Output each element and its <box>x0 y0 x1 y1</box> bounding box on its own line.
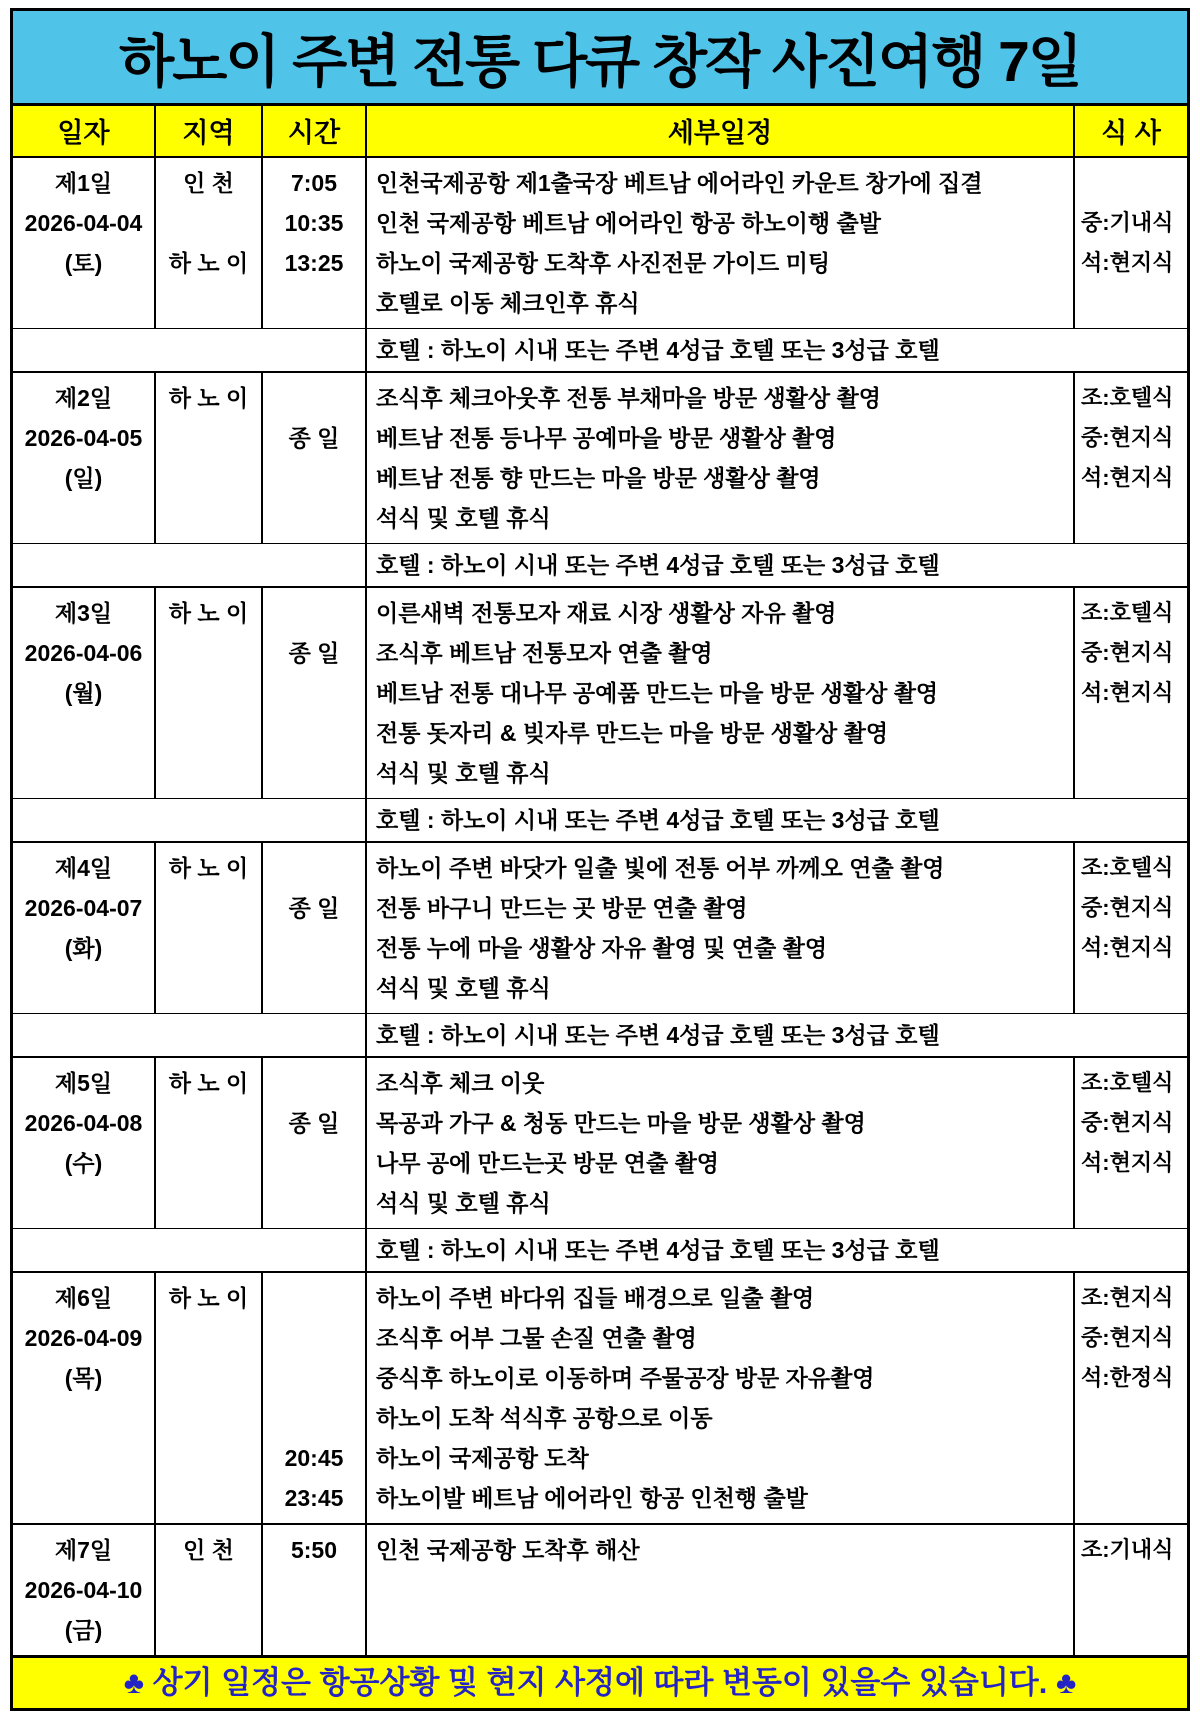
schedule-line: 조식후 베트남 전통모자 연출 촬영 <box>376 640 713 666</box>
meal-line: 석:현지식 <box>1081 250 1174 275</box>
time-line <box>263 1570 365 1610</box>
region-line <box>156 1398 261 1438</box>
time-cell <box>263 1273 367 1523</box>
date-line <box>13 1438 154 1478</box>
schedule-line: 호텔로 이동 체크인후 휴식 <box>376 290 640 316</box>
time-line <box>263 378 365 418</box>
region-line <box>156 1103 261 1143</box>
time-line <box>263 1318 365 1358</box>
date-line <box>13 753 154 793</box>
meal-cell <box>1075 1058 1187 1228</box>
meal-line: 석:현지식 <box>1081 680 1174 705</box>
date-line: 2026-04-04 <box>24 210 143 236</box>
hotel-note-text: 호텔 : 하노이 시내 또는 주변 4성급 호텔 또는 3성급 호텔 <box>376 1022 940 1048</box>
meal-line: 중:현지식 <box>1081 895 1174 920</box>
meal-line: 석:현지식 <box>1081 465 1174 490</box>
hotel-note-row <box>13 543 1187 586</box>
date-cell <box>13 1273 156 1523</box>
schedule-cell <box>367 158 1075 328</box>
time-line: 5:50 <box>290 1537 338 1563</box>
time-line <box>263 1398 365 1438</box>
schedule-line: 인천국제공항 제1출국장 베트남 에어라인 카운트 창가에 집결 <box>376 170 983 196</box>
region-line <box>156 1143 261 1183</box>
region-cell <box>156 1525 263 1655</box>
schedule-line: 석식 및 호텔 휴식 <box>376 975 551 1001</box>
time-line <box>263 1143 365 1183</box>
time-line <box>263 1278 365 1318</box>
hotel-row-empty-cell <box>13 1229 367 1271</box>
date-line: 2026-04-05 <box>24 425 143 451</box>
time-line <box>263 1063 365 1103</box>
meal-line <box>1075 498 1187 538</box>
region-line <box>156 203 261 243</box>
schedule-line: 하노이 국제공항 도착후 사진전문 가이드 미팅 <box>376 250 831 276</box>
region-line <box>156 968 261 1008</box>
time-cell <box>263 158 367 328</box>
header-cell-time: 시간 <box>263 106 367 156</box>
date-line <box>13 1398 154 1438</box>
region-line: 하 노 이 <box>168 385 249 411</box>
meal-line <box>1075 283 1187 323</box>
meal-line: 조:호텔식 <box>1081 600 1174 625</box>
day-block <box>13 841 1187 1013</box>
region-line <box>156 1358 261 1398</box>
region-line <box>156 928 261 968</box>
meal-line <box>1075 1183 1187 1223</box>
region-line <box>156 753 261 793</box>
meal-line <box>1075 1570 1187 1610</box>
region-line <box>156 888 261 928</box>
schedule-line: 하노이 도착 석식후 공항으로 이동 <box>376 1405 713 1431</box>
region-line <box>156 713 261 753</box>
meal-line <box>1075 968 1187 1008</box>
hotel-note-text: 호텔 : 하노이 시내 또는 주변 4성급 호텔 또는 3성급 호텔 <box>376 807 940 833</box>
time-line <box>263 673 365 713</box>
time-cell <box>263 373 367 543</box>
date-line: (수) <box>64 1150 103 1176</box>
date-line: (화) <box>64 935 103 961</box>
schedule-cell <box>367 588 1075 798</box>
header-cell-region: 지역 <box>156 106 263 156</box>
footer-notice: ♣ 상기 일정은 항공상황 및 현지 사정에 따라 변동이 있을수 있습니다. ♣ <box>13 1655 1187 1708</box>
date-line <box>13 1478 154 1518</box>
region-cell <box>156 1058 263 1228</box>
date-line <box>13 283 154 323</box>
itinerary-table <box>10 8 1190 1711</box>
time-line <box>263 968 365 1008</box>
schedule-line: 베트남 전통 향 만드는 마을 방문 생활상 촬영 <box>376 465 821 491</box>
schedule-cell <box>367 1058 1075 1228</box>
region-cell <box>156 373 263 543</box>
hotel-row-empty-cell <box>13 329 367 371</box>
hotel-note-row <box>13 1013 1187 1056</box>
itinerary-page <box>10 8 1190 1711</box>
region-line <box>156 673 261 713</box>
region-cell <box>156 843 263 1013</box>
region-line <box>156 1318 261 1358</box>
schedule-line: 하노이 주변 바다위 집들 배경으로 일출 촬영 <box>376 1285 815 1311</box>
hotel-note-row <box>13 328 1187 371</box>
meal-line: 중:현지식 <box>1081 1110 1174 1135</box>
header-cell-schedule: 세부일정 <box>367 106 1075 156</box>
region-line <box>156 1183 261 1223</box>
time-line: 종 일 <box>288 895 340 921</box>
time-cell <box>263 843 367 1013</box>
day-block <box>13 586 1187 798</box>
meal-line <box>1075 163 1187 203</box>
date-cell <box>13 158 156 328</box>
schedule-line: 하노이 주변 바닷가 일출 빛에 전통 어부 까께오 연출 촬영 <box>376 855 945 881</box>
date-line: 2026-04-06 <box>24 640 143 666</box>
date-cell <box>13 1058 156 1228</box>
schedule-line: 인천 국제공항 도착후 해산 <box>376 1537 640 1563</box>
region-line <box>156 633 261 673</box>
meal-line: 중:현지식 <box>1081 425 1174 450</box>
time-line: 7:05 <box>290 170 338 196</box>
time-cell <box>263 588 367 798</box>
region-line <box>156 283 261 323</box>
time-line: 10:35 <box>284 210 344 236</box>
schedule-line: 전통 누에 마을 생활상 자유 촬영 및 연출 촬영 <box>376 935 828 961</box>
schedule-line: 하노이 국제공항 도착 <box>376 1445 589 1471</box>
schedule-line <box>367 1610 1073 1650</box>
schedule-line: 베트남 전통 대나무 공예품 만드는 마을 방문 생활상 촬영 <box>376 680 939 706</box>
region-line <box>156 418 261 458</box>
hotel-note-text: 호텔 : 하노이 시내 또는 주변 4성급 호텔 또는 3성급 호텔 <box>376 1237 940 1263</box>
date-line: 제1일 <box>54 170 113 196</box>
schedule-line: 조식후 체크 이웃 <box>376 1070 545 1096</box>
time-line <box>263 458 365 498</box>
time-line <box>263 713 365 753</box>
hotel-row-empty-cell <box>13 544 367 586</box>
region-line: 하 노 이 <box>168 1285 249 1311</box>
date-line: (목) <box>64 1365 103 1391</box>
region-cell <box>156 588 263 798</box>
schedule-line: 나무 공에 만드는곳 방문 연출 촬영 <box>376 1150 720 1176</box>
date-cell <box>13 1525 156 1655</box>
date-line <box>13 713 154 753</box>
schedule-cell <box>367 843 1075 1013</box>
date-cell <box>13 843 156 1013</box>
time-line <box>263 928 365 968</box>
meal-line <box>1075 1398 1187 1438</box>
meal-line: 조:호텔식 <box>1081 855 1174 880</box>
date-line <box>13 968 154 1008</box>
time-line: 13:25 <box>284 250 344 276</box>
schedule-line: 조식후 체크아웃후 전통 부채마을 방문 생활상 촬영 <box>376 385 881 411</box>
region-line <box>156 498 261 538</box>
date-line: 제4일 <box>54 855 113 881</box>
meal-line: 석:현지식 <box>1081 1150 1174 1175</box>
time-line: 23:45 <box>284 1485 344 1511</box>
day-block <box>13 156 1187 328</box>
time-line <box>263 1183 365 1223</box>
date-line: (월) <box>64 680 103 706</box>
meal-cell <box>1075 588 1187 798</box>
header-cell-date: 일자 <box>13 106 156 156</box>
date-line: 제3일 <box>54 600 113 626</box>
time-line <box>263 1358 365 1398</box>
time-line: 종 일 <box>288 425 340 451</box>
schedule-line: 이른새벽 전통모자 재료 시장 생활상 자유 촬영 <box>376 600 837 626</box>
region-line <box>156 1610 261 1650</box>
time-line <box>263 848 365 888</box>
region-line: 하 노 이 <box>168 250 249 276</box>
meal-line <box>1075 753 1187 793</box>
region-line <box>156 1478 261 1518</box>
schedule-line: 인천 국제공항 베트남 에어라인 항공 하노이행 출발 <box>376 210 881 236</box>
date-line <box>13 498 154 538</box>
region-line <box>156 458 261 498</box>
schedule-line: 중식후 하노이로 이동하며 주물공장 방문 자유촬영 <box>376 1365 875 1391</box>
date-line <box>13 1183 154 1223</box>
time-line <box>263 593 365 633</box>
region-line: 인 천 <box>183 170 234 196</box>
schedule-line: 조식후 어부 그물 손질 연출 촬영 <box>376 1325 697 1351</box>
table-header-row <box>13 106 1187 156</box>
schedule-line <box>367 1570 1073 1610</box>
meal-line <box>1075 1610 1187 1650</box>
region-line <box>156 1570 261 1610</box>
region-line: 하 노 이 <box>168 855 249 881</box>
schedule-cell <box>367 1273 1075 1523</box>
date-line: 제6일 <box>54 1285 113 1311</box>
hotel-note-text: 호텔 : 하노이 시내 또는 주변 4성급 호텔 또는 3성급 호텔 <box>376 337 940 363</box>
time-line <box>263 753 365 793</box>
time-line <box>263 498 365 538</box>
page-title: 하노이 주변 전통 다큐 창작 사진여행 7일 <box>13 11 1187 106</box>
hotel-note-row <box>13 798 1187 841</box>
hotel-note-row <box>13 1228 1187 1271</box>
region-line: 하 노 이 <box>168 1070 249 1096</box>
meal-cell <box>1075 373 1187 543</box>
date-line: 제7일 <box>54 1537 113 1563</box>
region-line: 인 천 <box>183 1537 234 1563</box>
meal-line: 석:현지식 <box>1081 935 1174 960</box>
meal-line <box>1075 713 1187 753</box>
header-cell-meal: 식 사 <box>1101 118 1161 148</box>
date-cell <box>13 373 156 543</box>
region-cell <box>156 158 263 328</box>
schedule-line: 석식 및 호텔 휴식 <box>376 1190 551 1216</box>
hotel-row-empty-cell <box>13 799 367 841</box>
schedule-line: 전통 바구니 만드는 곳 방문 연출 촬영 <box>376 895 748 921</box>
date-line: 2026-04-08 <box>24 1110 143 1136</box>
meal-line <box>1075 1478 1187 1518</box>
meal-line: 조:호텔식 <box>1081 385 1174 410</box>
time-line: 종 일 <box>288 1110 340 1136</box>
region-line: 하 노 이 <box>168 600 249 626</box>
meal-line <box>1075 1438 1187 1478</box>
region-cell <box>156 1273 263 1523</box>
schedule-line: 하노이발 베트남 에어라인 항공 인천행 출발 <box>376 1485 808 1511</box>
schedule-line: 석식 및 호텔 휴식 <box>376 505 551 531</box>
meal-line: 중:현지식 <box>1081 640 1174 665</box>
meal-cell <box>1075 843 1187 1013</box>
meal-line: 석:한정식 <box>1081 1365 1174 1390</box>
time-cell <box>263 1058 367 1228</box>
meal-line: 중:현지식 <box>1081 1325 1174 1350</box>
meal-line: 조:기내식 <box>1081 1537 1174 1562</box>
schedule-line: 전통 돗자리 & 빚자루 만드는 마을 방문 생활상 촬영 <box>376 720 889 746</box>
date-line: (금) <box>64 1617 103 1643</box>
itinerary-body <box>13 156 1187 1655</box>
day-block <box>13 1523 1187 1655</box>
schedule-cell <box>367 373 1075 543</box>
date-line: (토) <box>64 250 103 276</box>
schedule-line: 베트남 전통 등나무 공예마을 방문 생활상 촬영 <box>376 425 837 451</box>
day-block <box>13 1271 1187 1523</box>
day-block <box>13 371 1187 543</box>
time-line: 20:45 <box>284 1445 344 1471</box>
date-cell <box>13 588 156 798</box>
day-block <box>13 1056 1187 1228</box>
meal-line: 중:기내식 <box>1081 210 1174 235</box>
meal-line: 조:호텔식 <box>1081 1070 1174 1095</box>
date-line: 제2일 <box>54 385 113 411</box>
time-cell <box>263 1525 367 1655</box>
schedule-cell <box>367 1525 1075 1655</box>
meal-line: 조:현지식 <box>1081 1285 1174 1310</box>
hotel-row-empty-cell <box>13 1014 367 1056</box>
date-line: (일) <box>64 465 103 491</box>
meal-cell <box>1075 158 1187 328</box>
date-line: 2026-04-09 <box>24 1325 143 1351</box>
hotel-note-text: 호텔 : 하노이 시내 또는 주변 4성급 호텔 또는 3성급 호텔 <box>376 552 940 578</box>
time-line <box>263 1610 365 1650</box>
meal-cell <box>1075 1273 1187 1523</box>
time-line <box>263 283 365 323</box>
region-line <box>156 1438 261 1478</box>
meal-cell <box>1075 1525 1187 1655</box>
date-line: 2026-04-10 <box>24 1577 143 1603</box>
date-line: 제5일 <box>54 1070 113 1096</box>
time-line: 종 일 <box>288 640 340 666</box>
schedule-line: 석식 및 호텔 휴식 <box>376 760 551 786</box>
date-line: 2026-04-07 <box>24 895 143 921</box>
schedule-line: 목공과 가구 & 청동 만드는 마을 방문 생활상 촬영 <box>376 1110 866 1136</box>
